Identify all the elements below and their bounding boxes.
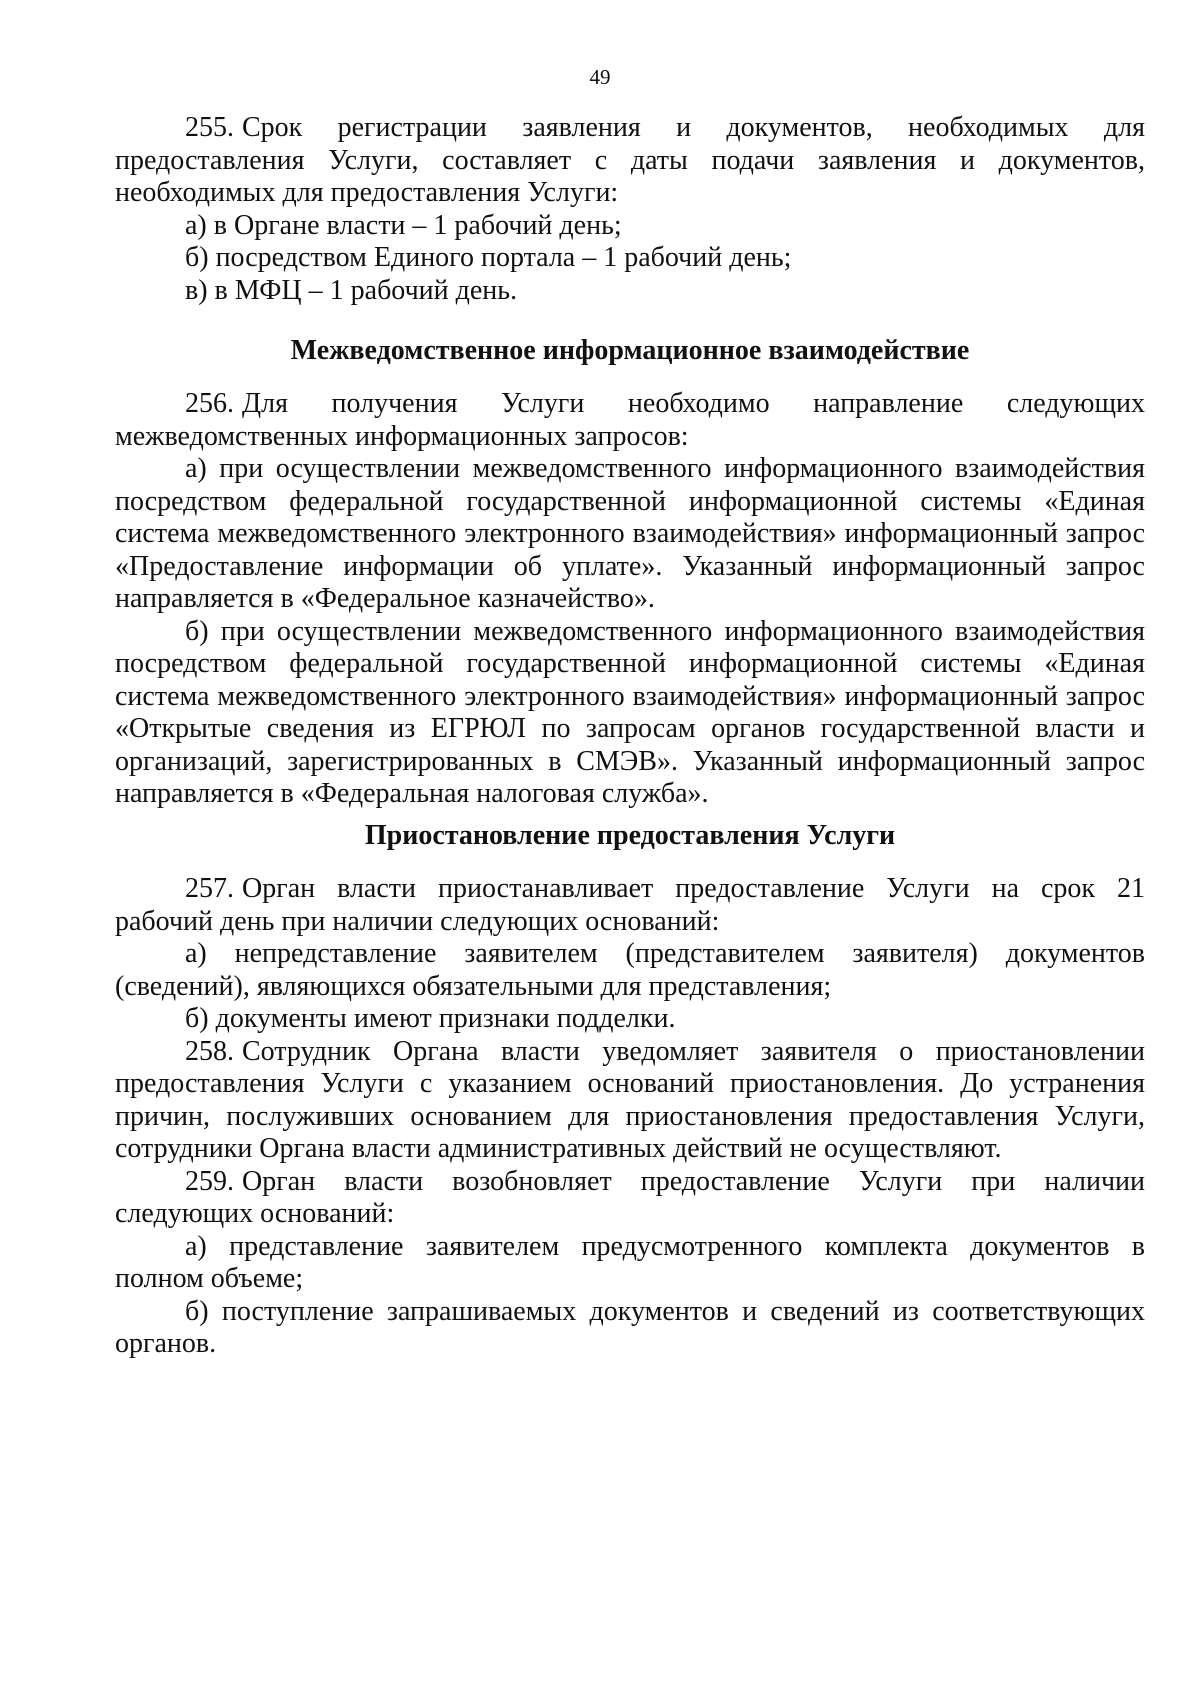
- list-item-256b: б) при осуществлении межведомственного информационного взаимодействия посредством федеральной государственной информационной системы «Единая система межведомственного электронного взаимодействия» информационный запрос «Открытые сведения из ЕГРЮЛ по запросам органов государственной власти и организаций, зарегистрированных в СМЭВ». Указанный информационный запрос направляется в «Федеральная налоговая служба».: [115, 615, 1145, 809]
- paragraph-number: 259.: [185, 1165, 234, 1197]
- paragraph-text: Срок регистрации заявления и документов, необходимых для предоставления Услуги, составляет с даты подачи заявления и документов, необходимых для предоставления Услуги:: [115, 112, 1145, 208]
- section-suspension: [115, 873, 1145, 1361]
- paragraph-number: 257.: [185, 873, 234, 904]
- paragraph-258: [115, 1036, 1145, 1166]
- paragraph-text: Орган власти приостанавливает предоставление Услуги на срок 21 рабочий день при наличии следующих оснований:: [115, 873, 1145, 937]
- paragraph-259: [115, 1166, 1145, 1231]
- list-item-257a: а) непредставление заявителем (представителем заявителя) документов (сведений), являющихся обязательными для представления;: [115, 938, 1145, 1002]
- paragraph-number: 255.: [185, 112, 234, 143]
- list-item-255c: в) в МФЦ – 1 рабочий день.: [185, 274, 518, 306]
- list-item-259a: а) представление заявителем предусмотренного комплекта документов в полном объеме;: [115, 1230, 1145, 1294]
- paragraph-text: Орган власти возобновляет предоставление Услуги при наличии следующих оснований:: [115, 1165, 1145, 1229]
- paragraph-255: [115, 112, 1145, 210]
- paragraph-257: [115, 873, 1145, 938]
- section-interagency-heading-wrap: [115, 335, 1145, 368]
- list-item-259b: б) поступление запрашиваемых документов и сведений из соответствующих органов.: [115, 1295, 1145, 1359]
- list-item-256a: а) при осуществлении межведомственного информационного взаимодействия посредством федеральной государственной информационной системы «Единая система межведомственного электронного взаимодействия» информационный запрос «Предоставление информации об уплате». Указанный информационный запрос направляется в «Федеральное казначейство».: [115, 453, 1145, 614]
- paragraph-text: Для получения Услуги необходимо направление следующих межведомственных информационных запросов:: [115, 388, 1145, 452]
- section-registration-term: [115, 112, 1145, 307]
- section-interagency: [115, 388, 1145, 811]
- paragraph-256: [115, 388, 1145, 453]
- section-suspension-heading-wrap: [115, 820, 1145, 853]
- paragraph-number: 258.: [185, 1035, 234, 1067]
- section-heading-suspension: Приостановление предоставления Услуги: [364, 820, 896, 851]
- list-item-255a: а) в Органе власти – 1 рабочий день;: [185, 209, 622, 241]
- page-number: 49: [589, 65, 611, 89]
- paragraph-text: Сотрудник Органа власти уведомляет заявителя о приостановлении предоставления Услуги с указанием оснований приостановления. До устранения причин, послуживших основанием для приостановления предоставления Услуги, сотрудники Органа власти административных действий не осуществляют.: [115, 1035, 1145, 1164]
- section-heading-interagency: Межведомственное информационное взаимодействие: [290, 335, 970, 366]
- list-item-255b: б) посредством Единого портала – 1 рабочий день;: [185, 242, 792, 273]
- paragraph-number: 256.: [185, 388, 234, 419]
- list-item-257b: б) документы имеют признаки подделки.: [185, 1003, 676, 1034]
